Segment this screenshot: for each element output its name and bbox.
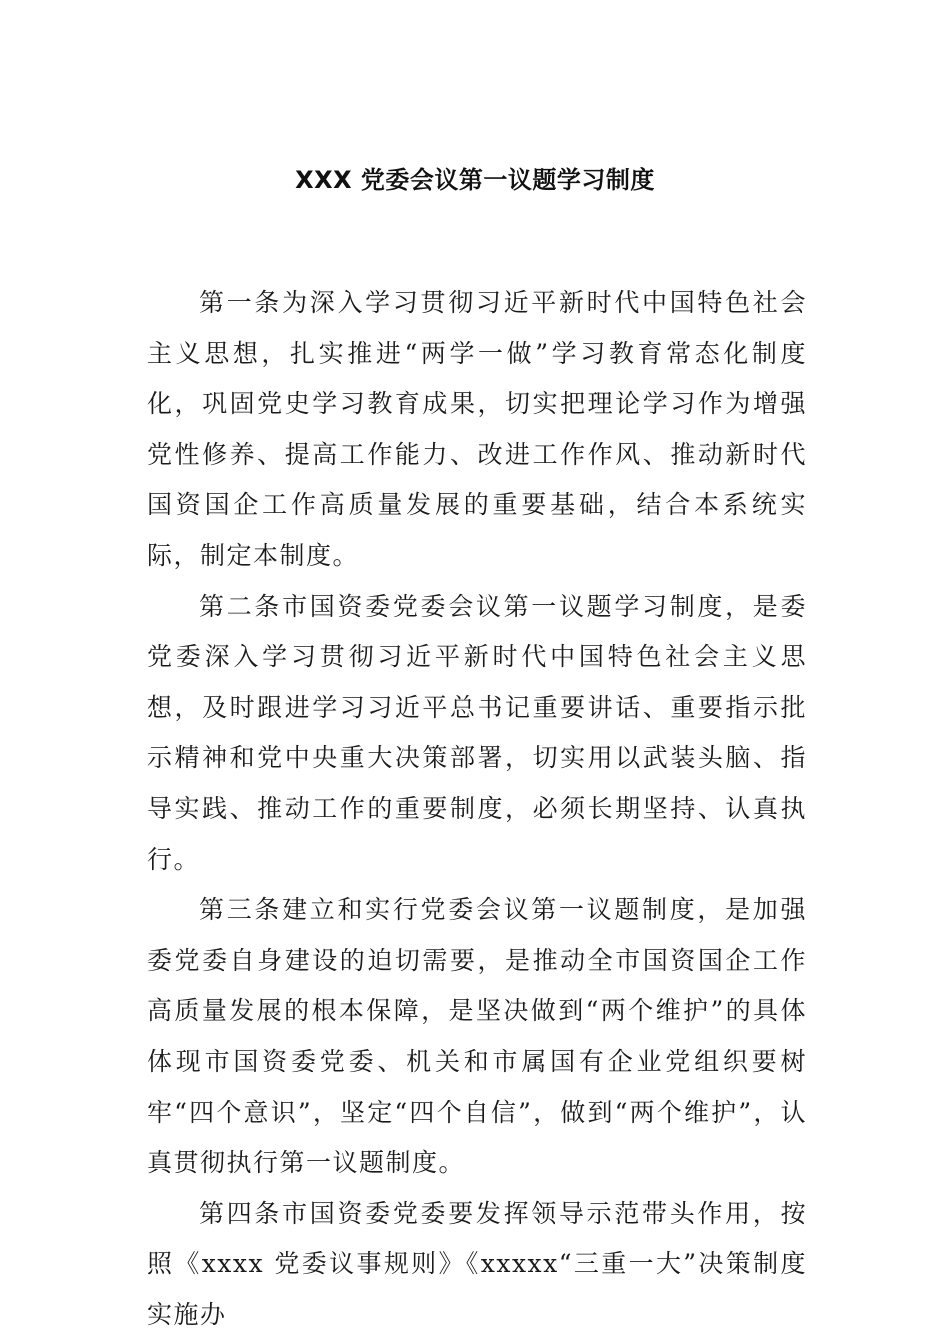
document-title: XXX 党委会议第一议题学习制度 (295, 166, 655, 194)
paragraph-article-2: 第二条市国资委党委会议第一议题学习制度，是委党委深入学习贯彻习近平新时代中国特色社会主义思想，及时跟进学习习近平总书记重要讲话、重要指示批示精神和党中央重大决策部署，切实用以武装头脑、指导实践、推动工作的重要制度，必须长期坚持、认真执行。 (147, 591, 807, 874)
paragraph-article-3: 第三条建立和实行党委会议第一议题制度，是加强委党委自身建设的迫切需要，是推动全市国资国企工作高质量发展的根本保障，是坚决做到“两个维护”的具体体现市国资委党委、机关和市属国有企业党组织要树牢“四个意识”，坚定“四个自信”，做到“两个维护”，认真贯彻执行第一议题制度。 (147, 895, 807, 1178)
paragraph-article-4: 第四条市国资委党委要发挥领导示范带头作用，按照《xxxx 党委议事规则》《xxxxx“三重一大”决策制度实施办 (147, 1198, 807, 1329)
paragraph-article-1: 第一条为深入学习贯彻习近平新时代中国特色社会主义思想，扎实推进“两学一做”学习教育常态化制度化，巩固党史学习教育成果，切实把理论学习作为增强党性修养、提高工作能力、改进工作作风、推动新时代国资国企工作高质量发展的重要基础，结合本系统实际，制定本制度。 (147, 288, 807, 570)
document-body (147, 278, 807, 1340)
